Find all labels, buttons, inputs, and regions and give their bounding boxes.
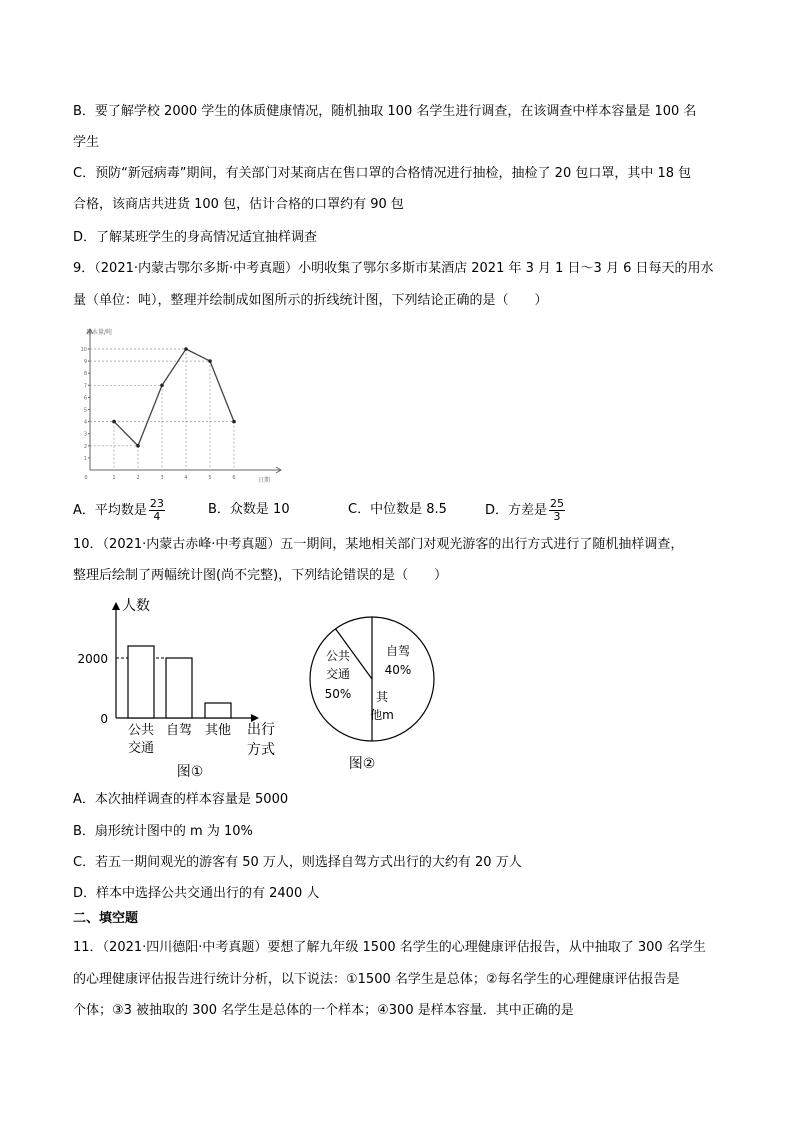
x-tick-label: 5	[208, 475, 212, 481]
x-tick-label: 2	[136, 475, 140, 481]
y-tick-label: 4	[83, 419, 87, 426]
fraction: $\frac{23}{4}$	[149, 497, 164, 523]
q8-option-b-line1: B．要了解学校 2000 学生的体质健康情况，随机抽取 100 名学生进行调查，在该调查中样本容量是 100 名	[73, 104, 697, 119]
q9-option-a: A．平均数是 $\frac{23}{4}$	[73, 497, 164, 523]
bar	[166, 658, 192, 718]
x-axis-label: 日期	[258, 477, 271, 484]
series-line	[114, 349, 234, 446]
q9-options	[73, 492, 713, 526]
y-axis-label: 人数	[122, 598, 150, 614]
x-tick-label: 0	[84, 475, 88, 481]
data-point	[184, 347, 188, 351]
q10-pie-chart	[305, 600, 450, 778]
x-axis-arrow	[251, 714, 259, 722]
slice-value: 40%	[384, 663, 412, 677]
q8-option-d: D．了解某班学生的身高情况适宜抽样调查	[73, 230, 318, 245]
figure-caption: 图①	[176, 764, 204, 779]
q11-stem-line2: 的心理健康评估报告进行统计分析，以下说法：①1500 名学生是总体；②每名学生的心理健康评估报告是	[73, 972, 680, 987]
y-tick-label: 6	[83, 395, 87, 402]
x-tick-label: 4	[184, 475, 188, 481]
x-tick-label: 6	[232, 475, 236, 481]
y-tick-label: 3	[83, 431, 87, 438]
slice-label: 其	[375, 690, 389, 704]
q10-stem-line1: 10．（2021·内蒙古赤峰·中考真题）五一期间，某地相关部门对观光游客的出行方式进行了随机抽样调查，	[73, 537, 684, 552]
data-point	[112, 420, 116, 424]
bar	[205, 703, 231, 718]
category-label: 其他	[204, 723, 232, 738]
q9-option-b: B．众数是 10	[208, 502, 290, 517]
q10-option-c: C．若五一期间观光的游客有 50 万人，则选择自驾方式出行的大约有 20 万人	[73, 855, 522, 870]
q10-option-a: A．本次抽样调查的样本容量是 5000	[73, 792, 289, 807]
q10-option-b: B．扇形统计图中的 m 为 10%	[73, 824, 253, 839]
q8-option-b-line2: 学生	[73, 135, 100, 150]
category-label: 交通	[127, 741, 155, 756]
data-point	[136, 444, 140, 448]
q10-bar-chart	[66, 594, 286, 779]
figure-caption: 图②	[348, 756, 376, 772]
slice-label: 自驾	[385, 644, 411, 658]
category-label: 公共	[127, 723, 155, 738]
slice-label: 他m	[370, 708, 394, 722]
x-tick-label: 3	[160, 475, 164, 481]
data-point	[208, 359, 212, 363]
q10-stem-line2: 整理后绘制了两幅统计图(尚不完整)，下列结论错误的是（ ）	[73, 568, 448, 583]
q9-line-chart	[80, 322, 290, 484]
q8-option-c-line2: 合格，该商店共进货 100 包，估计合格的口罩约有 90 包	[73, 197, 404, 212]
bar	[128, 646, 154, 718]
y-tick-label: 10	[80, 347, 87, 353]
q9-option-c: C．中位数是 8.5	[348, 502, 447, 517]
data-point	[160, 384, 164, 388]
q9-option-d: D．方差是 $\frac{25}{3}$	[485, 497, 565, 523]
x-axis-label: 出行	[247, 722, 275, 738]
data-point	[232, 420, 236, 424]
y-tick-label: 2000	[77, 652, 108, 666]
section-heading: 二、填空题	[73, 911, 139, 926]
y-tick-label: 0	[100, 712, 108, 726]
y-tick-label: 7	[83, 383, 87, 390]
y-tick-label: 9	[83, 359, 87, 366]
q9-stem-line1: 9．（2021·内蒙古鄂尔多斯·中考真题）小明收集了鄂尔多斯市某酒店 2021 年 3 月 1 日～3 月 6 日每天的用水	[73, 261, 714, 276]
category-label: 自驾	[165, 723, 193, 738]
x-tick-label: 1	[112, 475, 116, 481]
q11-stem-line3: 个体；③3 被抽取的 300 名学生是总体的一个样本；④300 是样本容量．其中正确的是	[73, 1003, 574, 1018]
y-axis-label: 用水量/吨	[86, 329, 113, 336]
slice-label: 交通	[325, 667, 351, 681]
q10-option-d: D．样本中选择公共交通出行的有 2400 人	[73, 886, 320, 901]
y-tick-label: 2	[83, 443, 87, 450]
slice-label: 公共	[325, 649, 351, 663]
y-tick-label: 8	[83, 371, 87, 378]
slice-value: 50%	[324, 687, 352, 701]
y-axis-arrow	[112, 602, 120, 610]
q8-option-c-line1: C．预防“新冠病毒”期间，有关部门对某商店在售口罩的合格情况进行抽检，抽检了 20 包口罩，其中 18 包	[73, 166, 692, 181]
q9-stem-line2: 量（单位：吨），整理并绘制成如图所示的折线统计图，下列结论正确的是（ ）	[73, 293, 548, 308]
x-axis-label: 方式	[247, 742, 275, 758]
q11-stem-line1: 11．（2021·四川德阳·中考真题）要想了解九年级 1500 名学生的心理健康评估报告，从中抽取了 300 名学生	[73, 940, 706, 955]
y-tick-label: 1	[83, 455, 87, 462]
y-tick-label: 5	[83, 407, 87, 414]
fraction: $\frac{25}{3}$	[550, 497, 565, 523]
